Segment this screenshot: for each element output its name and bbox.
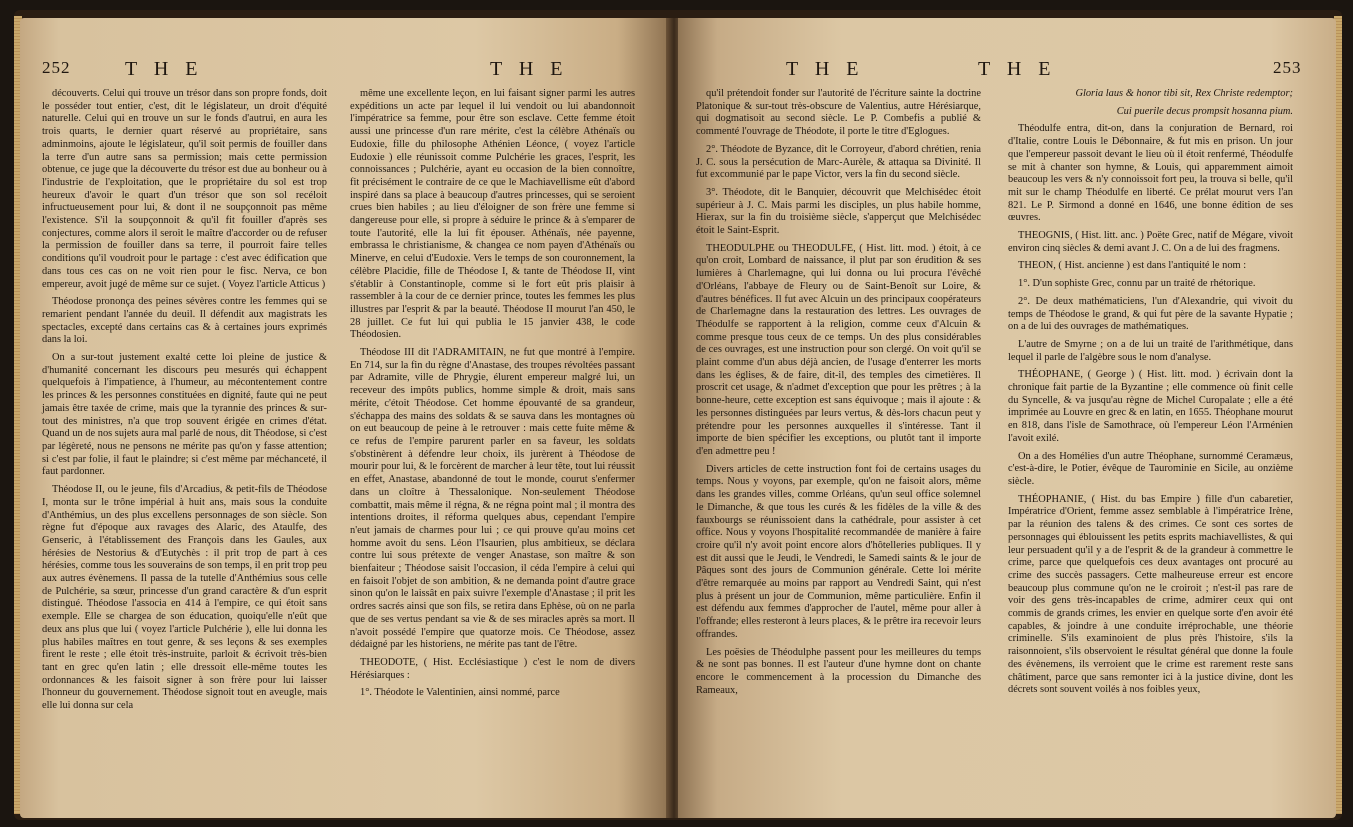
paragraph: On a des Homélies d'un autre Théophane, surnommé Ceramæus, c'est-à-dire, le Potier, évêque de Taurominie en Sicile, au onzième siècle. [1008, 450, 1293, 487]
paragraph: L'autre de Smyrne ; on a de lui un traité de l'arithmétique, dans lequel il parle de l'algèbre sous le nom d'analyse. [1008, 338, 1293, 363]
running-head-right: T H E [490, 58, 569, 80]
paragraph: Théodose prononça des peines sévères contre les femmes qui se remarient pendant l'année du deuil. Il défendit aux magistrats les spectacles, excepté dans certains cas & à certaines jours exprimés dans la loi. [42, 296, 327, 346]
page-number: 252 [42, 58, 71, 77]
left-page-column-1 [42, 88, 327, 718]
paragraph: 3°. Théodote, dit le Banquier, découvrit que Melchisédec étoit supérieur à J. C. Mais parmi les disciples, un plus habile homme, Hierax, sur la fin du troisième siècle, s'apperçut que Melchisédec étoit le Saint-Esprit. [696, 186, 981, 237]
paragraph: THÉOPHANIE, ( Hist. du bas Empire ) fille d'un cabaretier, Impératrice d'Orient, femme assez semblable à l'impératrice Irène, par la réunion des talens & des crimes. Ce sont ces sortes de personnages qui éblouissent les petits esprits machiavellistes, & qui leur persuadent qu'il y a de l'esprit & de la grandeur à commettre le crime, parce que quelquefois ces deux avantages ont procuré au crime des succès passagers. Cette malheureuse erreur est encore beaucoup plus commune qu'on ne le croiroit ; n'est-il pas rare de voir des gens très-incapables de crime, admirer ceux qui ont commis de grands crimes, les envier en quelque sorte d'en avoir été capables, & joindre à une conduite irréprochable, une théorie criminelle. S'ils examinoient de plus près l'histoire, s'ils la raisonnoient, s'ils observoient le résultat général que donne la foule des évènemens, ils verroient que le crime est rarement reste sans châtiment, parce que sans remonter ici à la justice divine, dont les décrets sont souvent voilés à nos foibles yeux, [1008, 493, 1293, 696]
paragraph: découverts. Celui qui trouve un trésor dans son propre fonds, doit le posséder tout entier, c'est, dit le législateur, un droit d'équité naturelle. Celui qui en trouve un sur le fonds d'autrui, en aura les trois quarts, le dernier quart réservé au propriétaire, sans adminmoins, ajoute le législateur, qu'il soit permis de fouiller dans la terre d'un autre sans sa permission; mais cette permission obtenue, ce juge que la découverte du trésor est due au bonheur ou à l'industrie de l'exploitation, que le propriétaire du sol est trop heureux d'avoir le quart d'un trésor que son sol recéloit infructueusement pour lui, & dont il ne soupçonnoit pas même l'existence. S'il la soupçonnoit & qu'il fit fouiller d'après ses conjectures, comme alors il seroit le maître d'accorder ou de refuser la permission de fouiller dans sa terre, il pourroit faire telles conditions qu'il voudroit pour le partage : c'est avec édification que dans tous ces cas on ne voit rien pour le fisc. Nerva, ce bon empereur, avoit jugé de même sur ce sujet. ( Voyez l'article Atticus ) [42, 88, 327, 290]
paragraph: On a sur-tout justement exalté cette loi pleine de justice & d'humanité concernant les discours peu mesurés qui échappent quelquefois à l'impatience, à l'humeur, au mécontentement contre les princes & les personnes constituées en dignité, faute qui ne peut jamais être taxée de crime, mais que la tyrannie des princes & sur-tout des ministres, n'a que trop souvent érigée en crimes d'état. Quand un de nos sujets aura mal parlé de nous, dit Théodose, si c'est par légèreté, nous ne pensons ne mérite pas qu'on y fasse attention; si c'est par folie, il faut le plaindre; si c'est même par méchanceté, il faut pardonner. [42, 352, 327, 478]
paragraph: 1°. Théodote le Valentinien, ainsi nommé, parce [360, 687, 560, 699]
paragraph: THÉOPHANE, ( George ) ( Hist. litt. mod. ) écrivain dont la chronique fait partie de la Byzantine ; elle commence où finit celle du Syncelle, & va jusqu'au règne de Michel Curopalate ; elle a été imprimée au Louvre en grec & en latin, en 1655. Théophane mourut en 818, dans l'isle de Samothrace, où l'empereur Léon l'Arménien l'avoit exilé. [1008, 369, 1293, 444]
paragraph: Les poësies de Théodulphe passent pour les meilleures du temps & ne sont pas bonnes. Il est l'auteur d'une hymne dont on chante encore le commencement à la procession du Dimanche des Rameaux, [696, 646, 981, 696]
paragraph: 2°. De deux mathématiciens, l'un d'Alexandrie, qui vivoit du temps de Théodose le grand, & qui fut père de la savante Hypatie ; on a de lui des ouvrages de mathématiques. [1008, 295, 1293, 333]
right-running-head [678, 58, 1336, 82]
right-page-column-2 [1008, 88, 1293, 702]
page-number: 253 [1273, 58, 1302, 77]
running-head-left: T H E [125, 58, 204, 80]
right-page [678, 18, 1336, 818]
paragraph: Théodulfe entra, dit-on, dans la conjuration de Bernard, roi d'Italie, contre Louis le Débonnaire, & fut mis en prison. Un jour que l'empereur passoit devant le lieu où il étoit renfermé, Théodulfe se mit à chanter son hymne, & Louis, qui apparemment aimoit beaucoup les vers & n'y connoissoit fort peu, la trouva si belle, qu'il mit sur le champ Théodulfe en liberté. Ce prélat mourut vers l'an 821. Le P. Sirmond a donné en 1646, une bonne édition de ses œuvres. [1008, 123, 1293, 224]
running-head-right: T H E [978, 58, 1057, 80]
paragraph: THEODULPHE ou THEODULFE, ( Hist. litt. mod. ) étoit, à ce qu'on croit, Lombard de naissance, il plut par son érudition & ses lumières à Charlemagne, qui lui donna ou lui procura l'évêché d'Orléans, l'abbaye de Fleury ou de Saint-Benoît sur Loire, & d'autres bénéfices. Il fut avec Alcuin un des principaux coopérateurs de Charlemagne dans la restauration des lettres. Les ouvrages de Théodulfe se rapportent à la religion, comme ceux d'Alcuin & comme presque tous ceux de ce temps. Un des plus considérables de ces ouvrages, est une instruction pour son clergé. On voit qu'il se plaint comme d'un abus déjà ancien, de l'usage d'enterrer les morts dans les églises, & de faire, dit-il, des temples des cimetières. Il proscrit cet usage, & n'admet d'exception que pour les prêtres ; à la bonne-heure, cette exception est sans équivoque ; mais il ajoute : & les personnes distinguées par leurs vertus, & dès-lors chacun peut y prétendre pour les personnes auxquelles il s'intéresse. Tant il importe de bien spécifier les exceptions, ou plutôt tant il importe d'en admettre peu ! [696, 242, 981, 457]
paragraph: Théodose II, ou le jeune, fils d'Arcadius, & petit-fils de Théodose I, monta sur le trône impérial à huit ans, mais sous la conduite d'Anthémius, un des plus excellens personnages de son siècle. Son règne fut d'époque aux ravages des Alaric, des Ataulfe, des Genseric, à l'établissement des François dans les Gaules, aux hérésies de Nestorius & d'Eutychès : il prit trop de part à ces hérésies, comme tous les souverains de son temps, il en prit trop peu aux autres évènemens. Il passa de la tutelle d'Anthémius sous celle de Pulchérie, sa sœur, princesse d'un grand caractère & d'un esprit distingué. Théodose l'associa en 414 à l'empire, ce qui étoit sans exemple. Elle se chargea de son éducation, quoiqu'elle n'eût que deux ans plus que lui ( voyez l'article Pulchérie ), elle lui donna les plus habiles maîtres en tout genre, & ses leçons & ses exemples firent le reste ; elle étoit très-instruite, parloit & écrivoit très-bien tant en grec qu'en latin ; elle dressoit elle-même toutes les ordonnances & les faisoit signer à son frère pour lui laisser l'honneur du gouvernement. Théodose signoit tout en aveugle, mais elle lui donna sur cela [42, 484, 327, 712]
paragraph: 1°. D'un sophiste Grec, connu par un traité de rhétorique. [1018, 278, 1256, 290]
paragraph: Divers articles de cette instruction font foi de certains usages du temps. Nous y voyons, par exemple, qu'on ne faisoit alors, même dans les grandes villes, comme Orléans, qu'un seul office solemnel le Dimanche, & que tous les curés & les fidèles de la ville & des fauxbourgs se réunissoient dans la cathédrale, pour assister à cet office. Nous y voyons l'hospitalité recommandée de manière à faire croire qu'il n'y avoit point encore alors d'hôtelleries publiques. Il y est dit aussi que le Jeudi, le Vendredi, le Samedi saints & le jour de Pâques sont des jours de Communion générale. Cette loi mérite d'être remarquée au moins par rapport au Vendredi Saint, qui n'est plus à présent un jour de Communion, même particulière. Enfin il est défendu aux femmes d'approcher de l'autel, même pour aller à l'offrande; elles resteront à leurs places, & le prêtre ira recevoir leurs offrandes. [696, 463, 981, 640]
paragraph: Théodose III dit l'ADRAMITAIN, ne fut que montré à l'empire. En 714, sur la fin du règne d'Anastase, des troupes révoltées passant par Adramite, ville de Phrygie, élurent empereur malgré lui, un receveur des impôts publics, homme simple & droit, mais sans mérite, c'étoit Théodose. Cet homme épouvanté de sa grandeur, s'échappa des mains des soldats & se sauva dans les montagnes où on eut beaucoup de peine à le retrouver : mais cette fuite même & ce refus de l'empire parurent parler en sa faveur, les soldats s'obstinèrent à défendre leur choix, ils jurèrent à Théodose de mourir pour lui, & le forcèrent de marcher à leur tête, tout lui réussit en effet, Anastase, abandonné de tout le monde, courut s'enfermer dans un cloître à Thessalonique. Non-seulement Théodose combattit, mais même il régna, & ne régna point mal ; il montra des intentions droites, il réforma quelques abus, cependant l'empire n'eut jamais de charmes pour lui ; ce qui prouve qu'au moins cet homme avoit du sens. Léon l'Isaurien, plus ambitieux, se déclara contre lui sous prétexte de venger Anastase, son maître & son bienfaiteur ; Théodose saisit l'occasion, il céda l'empire à celui qui en faisoit l'objet de son ambition, & ne demanda point d'autre grace sinon qu'on le laissât en paix suivre l'exemple d'Anastase ; il prit les ordres sacrés ainsi que son fils, se retira dans Ephèse, où on ne parla que de ses vertus pendant sa vie & de ses miracles après sa mort. Il n'avoit possédé l'empire que quatorze mois. Ce Théodose, assez dédaigné par les historiens, ne mérite pas tant de l'être. [350, 347, 635, 651]
hymn-verse-line: Gloria laus & honor tibi sit, Rex Christe redemptor; [1075, 88, 1293, 99]
paragraph: THEON, ( Hist. ancienne ) est dans l'antiquité le nom : [1018, 260, 1247, 272]
paragraph: qu'il prétendoit fonder sur l'autorité de l'écriture sainte la doctrine Platonique & sur-tout très-obscure de Valentius, autre Hérésiarque, qui dogmatisoit au second siècle. Le P. Combefis a publié & commenté l'ouvrage de Théodote, il porte le titre d'Eglogues. [696, 88, 981, 138]
paragraph: THEODOTE, ( Hist. Ecclésiastique ) c'est le nom de divers Hérésiarques : [350, 656, 635, 681]
paragraph: 2°. Théodote de Byzance, dit le Corroyeur, d'abord chrétien, renia J. C. sous la persécution de Marc-Aurèle, & attaqua sa Divinité. Il fut excommunié par le pape Victor, vers la fin du second siècle. [696, 143, 981, 181]
open-book [14, 10, 1342, 820]
left-running-head [20, 58, 670, 82]
left-page-column-2 [350, 88, 635, 705]
paragraph: THEOGNIS, ( Hist. litt. anc. ) Poëte Grec, natif de Mégare, vivoit environ cinq siècles & demi avant J. C. On a de lui des fragmens. [1008, 230, 1293, 254]
running-head-left: T H E [786, 58, 865, 80]
hymn-verse-line: Cui puerile decus prompsit hosanna pium. [1116, 105, 1293, 117]
left-page [20, 18, 670, 818]
right-page-column-1 [696, 88, 981, 702]
paragraph: même une excellente leçon, en lui faisant signer parmi les autres expéditions un acte par lequel il lui vendoit ou lui abandonnoit l'impératrice sa femme, pour être son esclave. Cette femme étoit aussi une princesse d'un rare mérite, c'est la célèbre Athénaïs ou Eudoxie, fille du philosophe Athénien Léonce, ( voyez l'article Eudoxie ) elle réunissoit comme Pulchérie les graces, l'esprit, les connoissances ; Pulchérie, ayant eu occasion de la bien connoître, fit précisément le contraire de ce que le Machiavellisme eût d'abord inspiré dans sa place à beaucoup d'autres princesses, qui se seroient crues bien habiles ; au lieu d'éloigner de son frère une femme si dangereuse pour elle, si propre à séduire le prince & à s'emparer de toute l'autorité, elle la lui fit épouser. Athénaïs, née payenne, embrassa le christianisme, & changea ce nom payen d'Athénaïs ou Minerve, en celui d'Eudoxie. Vers le temps de son couronnement, la célèbre Placidie, fille de Théodose I, & tante de Théodose II, vint s'établir à Constantinople, comme si le fort eût pris plaisir à rassembler à la cour de ce dernier prince, toutes les femmes les plus illustres par l'esprit & par la beauté. Théodose II mourut l'an 450, le 28 juillet. Ce fut lui qui publia le 15 janvier 438, le code Théodosien. [350, 88, 635, 341]
